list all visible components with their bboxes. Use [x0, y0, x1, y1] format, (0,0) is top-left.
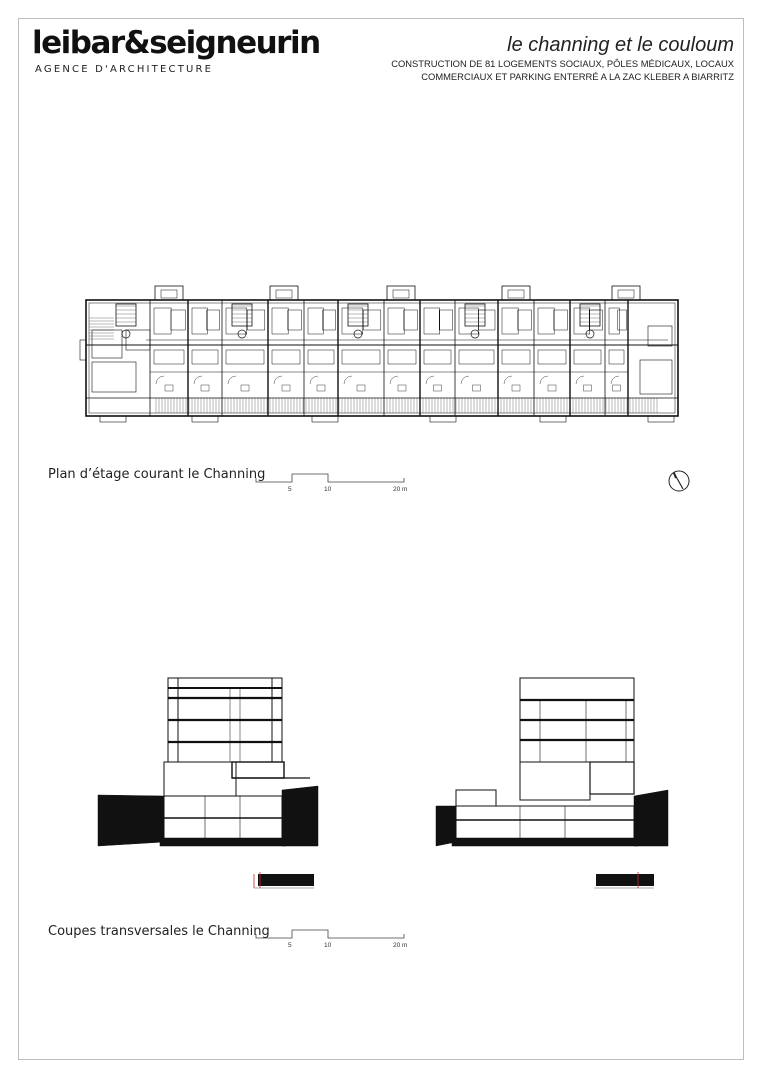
project-title: le channing et le couloum — [507, 34, 734, 56]
agency-logo: leibar&seigneurin — [32, 25, 320, 61]
scale-label-10: 10 — [324, 942, 332, 949]
scale-label-5: 5 — [288, 486, 292, 493]
scale-label-5: 5 — [288, 942, 292, 949]
project-description-line-1: CONSTRUCTION DE 81 LOGEMENTS SOCIAUX, PÔLES MÉDICAUX, LOCAUX — [391, 58, 734, 69]
floor-plan-caption: Plan d’étage courant le Channing — [48, 467, 266, 482]
key-plan-left — [252, 872, 322, 892]
floor-plan-scale-bar — [254, 470, 414, 494]
page-frame — [18, 18, 744, 1060]
sections-caption: Coupes transversales le Channing — [48, 924, 270, 939]
key-plan-right — [590, 872, 660, 892]
agency-tagline: AGENCE D'ARCHITECTURE — [35, 64, 214, 75]
north-arrow-icon — [667, 469, 691, 493]
scale-label-20m: 20 m — [393, 942, 408, 949]
project-description-line-2: COMMERCIAUX ET PARKING ENTERRÉ A LA ZAC KLEBER A BIARRITZ — [421, 70, 734, 82]
scale-label-10: 10 — [324, 486, 332, 493]
sections-scale-bar — [254, 926, 414, 950]
scale-label-20m: 20 m — [393, 486, 408, 493]
project-description — [374, 58, 734, 83]
